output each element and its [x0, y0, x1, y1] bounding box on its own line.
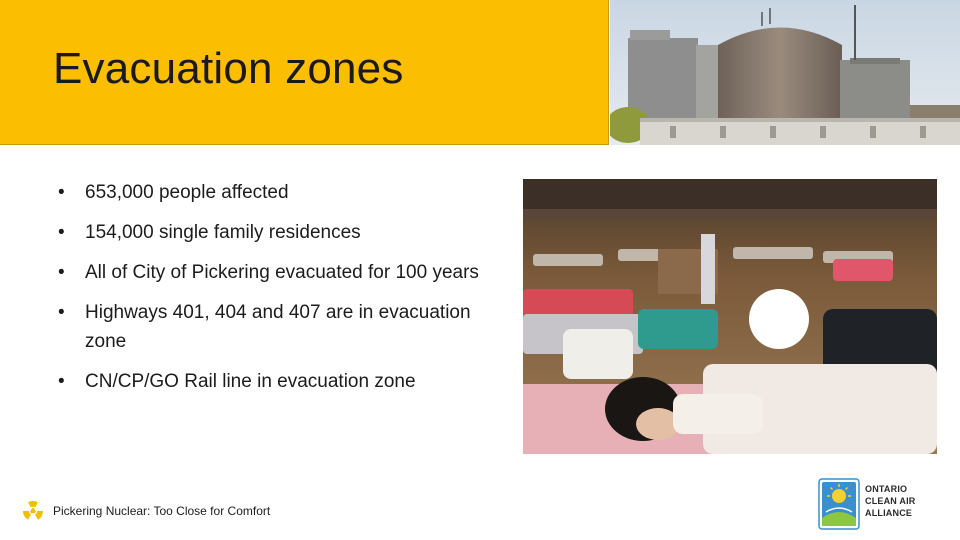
- evacuation-shelter-photo: [523, 179, 937, 454]
- bullet-list: [58, 178, 498, 407]
- radiation-icon: [22, 500, 44, 522]
- nuclear-plant-photo: [610, 0, 960, 145]
- ontario-clean-air-alliance-logo: [818, 477, 918, 532]
- bullet-text: Highways 401, 404 and 407 are in evacuation zone: [85, 302, 471, 352]
- bullet-text: 154,000 single family residences: [85, 222, 361, 243]
- title-band: [0, 0, 609, 145]
- bullet-dot: •: [58, 182, 65, 203]
- logo-line: ONTARIO: [865, 484, 908, 494]
- logo-line: ALLIANCE: [865, 508, 913, 518]
- bullet-dot: •: [58, 262, 65, 283]
- slide-title: Evacuation zones: [53, 44, 404, 93]
- bullet-item: [58, 178, 498, 207]
- bullet-text: All of City of Pickering evacuated for 100 years: [85, 262, 479, 283]
- bullet-text: CN/CP/GO Rail line in evacuation zone: [85, 371, 416, 392]
- bullet-item: [58, 298, 498, 356]
- bullet-item: [58, 258, 498, 287]
- bullet-dot: •: [58, 302, 65, 323]
- bullet-text: 653,000 people affected: [85, 182, 289, 203]
- logo-line: CLEAN AIR: [865, 496, 916, 506]
- footer-text: Pickering Nuclear: Too Close for Comfort: [53, 504, 271, 518]
- bullet-item: [58, 367, 498, 396]
- logo-text: [865, 483, 915, 519]
- bullet-dot: •: [58, 371, 65, 392]
- footer: [22, 500, 270, 522]
- logo-mark-icon: [818, 478, 860, 530]
- bullet-item: [58, 218, 498, 247]
- bullet-dot: •: [58, 222, 65, 243]
